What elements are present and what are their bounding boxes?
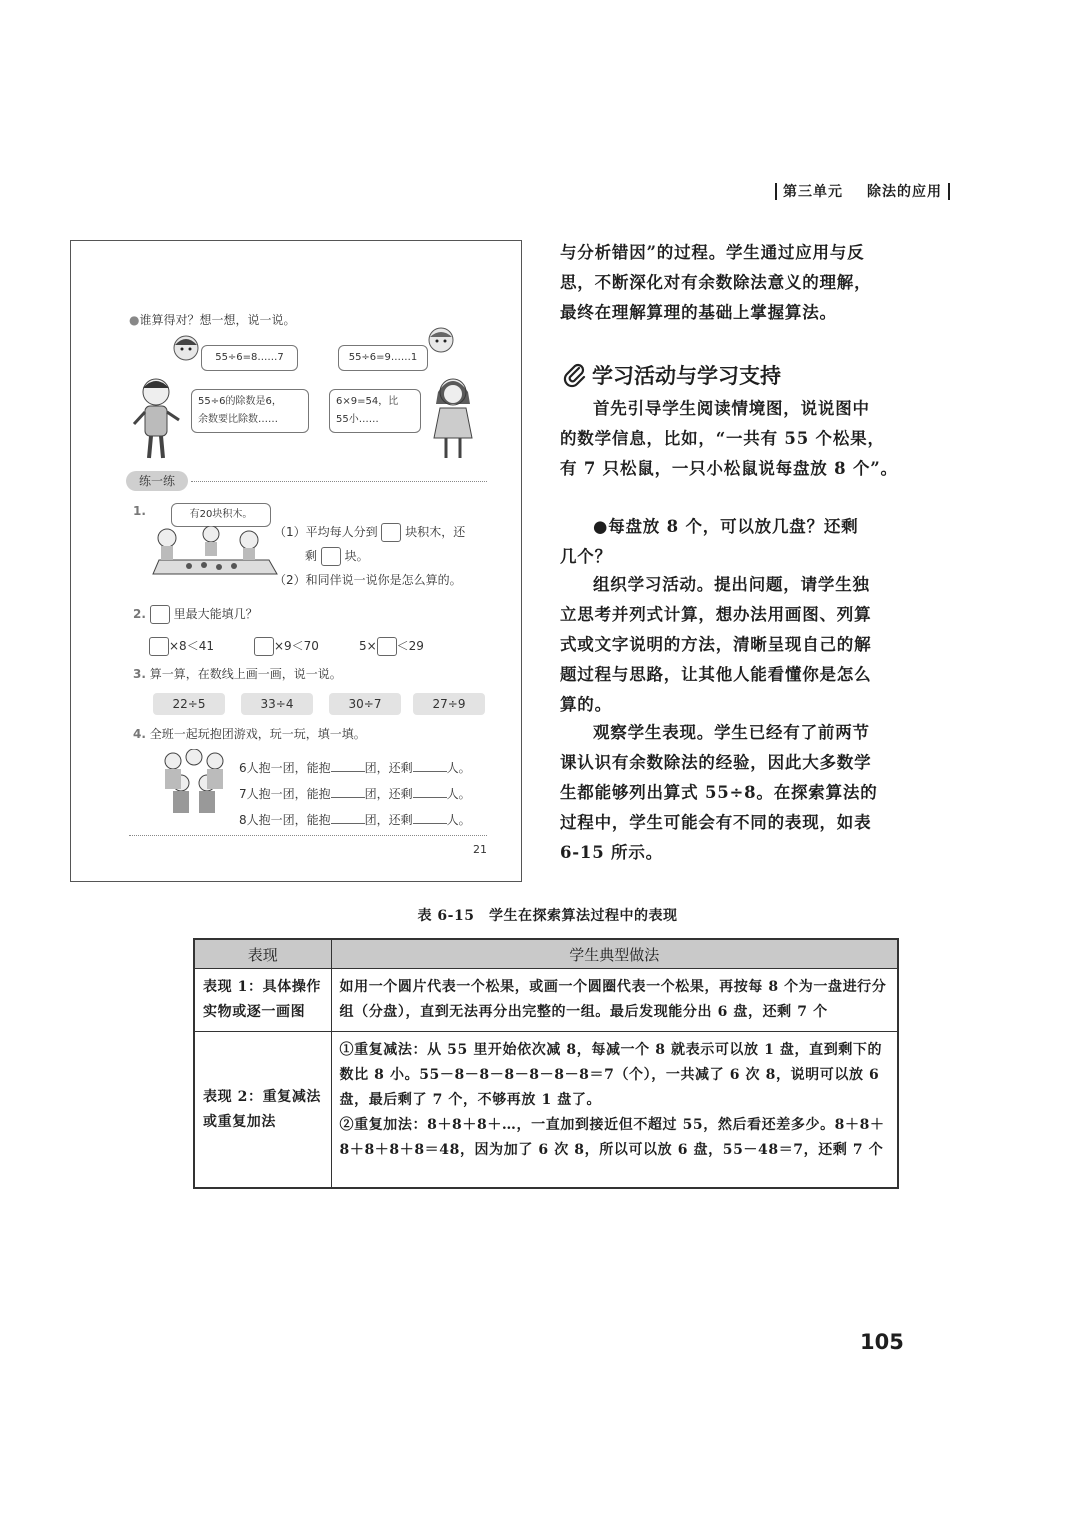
exercise-4-line: 6人抱一团，能抱 团，还剩 人。 [239, 761, 471, 775]
practice-tab-label: 练一练 [126, 471, 188, 491]
exercise-4-line: 7人抱一团，能抱 团，还剩 人。 [239, 787, 471, 801]
division-chip: 27÷9 [413, 693, 485, 715]
dotted-divider [129, 835, 487, 836]
header-rule-left [775, 183, 777, 200]
table-caption: 表 6-15 学生在探索算法过程中的表现 [417, 908, 678, 924]
exercise-1-bubble: 有20块积木。 [171, 503, 271, 527]
prose-line: ●每盘放 8 个，可以放几盘？还剩 [593, 517, 859, 536]
running-header [735, 180, 950, 202]
prose-line: 6-15 所示。 [560, 843, 663, 862]
answer-box[interactable] [254, 637, 274, 656]
child-head-icon [171, 333, 201, 363]
prose-line: 最终在理解算理的基础上掌握算法。 [560, 303, 837, 322]
activity-paragraph [560, 570, 910, 720]
table-header-cell: 表现 [194, 939, 331, 969]
girl-illustration [426, 376, 481, 461]
children-playing-blocks-illustration [149, 526, 279, 584]
prose-line: 有 7 只松鼠，一只小松鼠说每盘放 8 个”。 [560, 459, 898, 478]
table-cell-method: 如用一个圆片代表一个松果，或画一个圆圈代表一个松果，再按每 8 个为一盘进行分组（分盘），直到无法再分出完整的一组。最后发现能分出 6 盘，还剩 7 个 [331, 969, 898, 1032]
prose-line: 思，不断深化对有余数除法意义的理解， [560, 273, 872, 292]
answer-box[interactable] [321, 547, 341, 566]
prose-line: 观察学生表现。学生已经有了前两节 [593, 723, 870, 742]
section-heading: 学习活动与学习支持 [562, 360, 781, 390]
table-header-cell: 学生典型做法 [331, 939, 898, 969]
exercise-1-q2: （2）和同伴说一说你是怎么算的。 [274, 573, 462, 587]
prose-line: 几个？ [560, 547, 612, 566]
answer-box[interactable] [381, 523, 401, 542]
textbook-page-number: 21 [473, 843, 487, 856]
boy-illustration [129, 376, 184, 461]
prose-line: 课认识有余数除法的经验，因此大多数学 [560, 753, 872, 772]
exercise-1-q1-cont: 剩 块。 [305, 547, 369, 566]
method-addition: ②重复加法：8＋8＋8＋…，一直加到接近但不超过 55，然后看还差多少。8＋8＋8＋8＋8＋8＝48，因为加了 6 次 8，所以可以放 6 盘，55－48＝7，还剩 7 个 [339, 1117, 885, 1158]
exercise-4-lines [239, 755, 471, 833]
method-subtraction: ①重复减法：从 55 里开始依次减 8，每减一个 8 就表示可以放 1 盘，直到剩下的数比 8 小。55－8－8－8－8－8－8＝7（个），一共减了 6 次 8，说明可以放 6 盘，最后剩了 7 个，不够再放 1 盘了。 [339, 1042, 883, 1108]
child-head-icon [426, 325, 456, 355]
prose-line: 式或文字说明的方法，清晰呈现自己的解 [560, 635, 872, 654]
speech-bubble-left: 55÷6的除数是6， 余数要比除数…… [191, 389, 309, 433]
calc-bubble-right: 55÷6=9……1 [338, 345, 428, 371]
division-chip: 22÷5 [153, 693, 225, 715]
table-cell-performance: 表现 1：具体操作实物或逐一画图 [194, 969, 331, 1032]
exercise-4-line: 8人抱一团，能抱 团，还剩 人。 [239, 813, 471, 827]
prose-line: 题过程与思路，让其他人能看懂你是怎么 [560, 665, 872, 684]
answer-box[interactable] [377, 637, 397, 656]
speech-bubble-right: 6×9=54，比 55小…… [329, 389, 421, 433]
answer-blank[interactable] [413, 785, 447, 798]
paperclip-icon [562, 362, 588, 388]
division-chip: 33÷4 [241, 693, 313, 715]
prose-line: 生都能够列出算式 55÷8。在探索算法的 [560, 783, 878, 802]
textbook-question-title: ●谁算得对？想一想，说一说。 [129, 313, 296, 327]
prose-line: 立思考并列式计算，想办法用画图、列算 [560, 605, 872, 624]
table-cell-performance: 表现 2：重复减法或重复加法 [194, 1032, 331, 1189]
table-row [194, 969, 898, 1032]
answer-blank[interactable] [413, 759, 447, 772]
answer-box[interactable] [149, 637, 169, 656]
answer-blank[interactable] [331, 785, 365, 798]
exercise-3: 3. 算一算，在数线上画一画，说一说。 [133, 667, 342, 681]
calc-bubble-left: 55÷6=8……7 [201, 345, 298, 371]
exercise-1-number: 1. [133, 504, 146, 518]
page-number: 105 [860, 1330, 904, 1354]
answer-blank[interactable] [413, 811, 447, 824]
exercise-2-inequalities: ×8＜41 ×9＜70 5× ＜29 [149, 637, 489, 656]
answer-blank[interactable] [331, 811, 365, 824]
exercise-4: 4. 全班一起玩抱团游戏，玩一玩，填一填。 [133, 727, 366, 741]
prose-line: 组织学习活动。提出问题，请学生独 [593, 575, 870, 594]
question-paragraph [560, 512, 910, 572]
header-rule-right [948, 183, 950, 200]
prose-line: 的数学信息，比如，“一共有 55 个松果， [560, 429, 885, 448]
table-row [194, 1032, 898, 1189]
header-topic: 除法的应用 [867, 184, 942, 200]
exercise-1-q1: （1）平均每人分到 块积木，还 [274, 523, 465, 542]
prose-line: 与分析错因”的过程。学生通过应用与反 [560, 243, 865, 262]
right-column-top [560, 238, 910, 328]
dotted-divider [191, 481, 487, 482]
table-cell-method [331, 1032, 898, 1189]
prose-line: 过程中，学生可能会有不同的表现，如表 [560, 813, 872, 832]
observe-paragraph [560, 718, 910, 868]
prose-line: 首先引导学生阅读情境图，说说图中 [593, 399, 870, 418]
children-hugging-illustration [159, 749, 229, 821]
division-chip: 30÷7 [329, 693, 401, 715]
performance-table [193, 938, 899, 1189]
intro-paragraph [560, 394, 910, 484]
header-unit: 第三单元 [783, 184, 843, 200]
textbook-page-image [70, 240, 522, 882]
exercise-2: 2. 里最大能填几？ [133, 605, 258, 624]
answer-box[interactable] [150, 605, 170, 624]
answer-blank[interactable] [331, 759, 365, 772]
prose-line: 算的。 [560, 695, 612, 714]
table-header-row [194, 939, 898, 969]
